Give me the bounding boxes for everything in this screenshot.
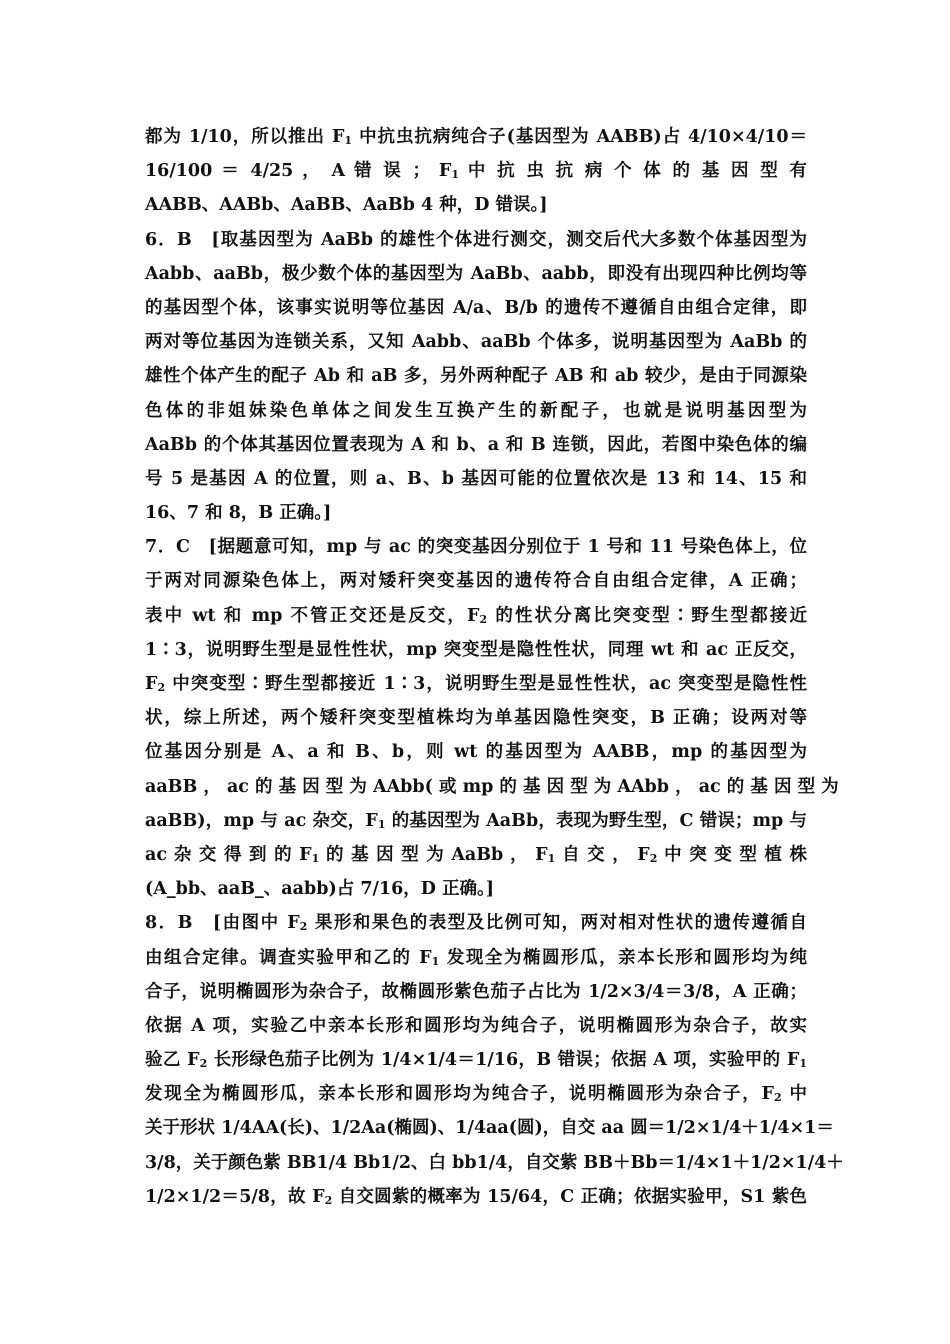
- text-line: 7．C [据题意可知，mp 与 ac 的突变基因分别位于 1 号和 11 号染色体上，位: [145, 537, 807, 558]
- text-line: 8．B [由图中 $F_2$ 果形和果色的表型及比例可知，两对相对性状的遗传遵循自: [145, 913, 808, 934]
- text-line: ac 杂 交 得 到 的 $F_1$ 的 基 因 型 为 AaBb ， $F_1$ 自 交 ， $F_2$ 中 突 变 型 植 株: [145, 844, 807, 865]
- text-line: aaBB)，mp 与 ac 杂交，$F_1$ 的基因型为 AaBb，表现为野生型，C 错误；mp 与: [145, 810, 807, 831]
- text-line: 16、7 和 8，B 正确。]: [145, 503, 332, 524]
- text-line: 合子，说明椭圆形为杂合子，故椭圆形紫色茄子占比为 1/2×3/4＝3/8，A 正确；: [145, 981, 807, 1002]
- text-line: 号 5 是基因 A 的位置，则 a、B、b 基因可能的位置依次是 13 和 14、15 和: [145, 468, 807, 489]
- text-line: 1∶3，说明野生型是显性性状，mp 突变型是隐性性状，同理 wt 和 ac 正反交，: [145, 639, 807, 660]
- text-line: 于两对同源染色体上，两对矮秆突变基因的遗传符合自由组合定律，A 正确；: [145, 571, 807, 592]
- text-line: 都为 1/10，所以推出 $F_1$ 中抗虫抗病纯合子(基因型为 AABB)占 4/10×4/10＝: [145, 127, 807, 147]
- text-line: aaBB ， ac 的 基 因 型 为 AAbb( 或 mp 的 基 因 型 为 AAbb ， ac 的 基 因 型 为: [145, 776, 839, 797]
- text-line: 位基因分别是 A、a 和 B、b，则 wt 的基因型为 AABB，mp 的基因型为: [145, 742, 807, 763]
- text-line: 的基因型个体，该事实说明等位基因 A/a、B/b 的遗传不遵循自由组合定律，即: [145, 297, 807, 318]
- text-line: 发现全为椭圆形瓜，亲本长形和圆形均为纯合子，说明椭圆形为杂合子，$F_2$ 中: [145, 1084, 808, 1105]
- text-line: AaBb 的个体其基因位置表现为 A 和 b、a 和 B 连锁，因此，若图中染色体的编: [145, 434, 807, 455]
- text-line: 16/100 ＝ 4/25 ， A 错 误 ； $F_1$ 中 抗 虫 抗 病 个 体 的 基 因 型 有: [145, 161, 807, 182]
- text-line: 6．B [取基因型为 AaBb 的雄性个体进行测交，测交后代大多数个体基因型为: [145, 229, 807, 250]
- text-line: (A_bb、aaB_、aabb)占 7/16，D 正确。]: [145, 879, 495, 900]
- text-line: 雄性个体产生的配子 Ab 和 aB 多，另外两种配子 AB 和 ab 较少，是由于同源染: [145, 366, 807, 387]
- text-line: $F_2$ 中突变型∶野生型都接近 1∶3，说明野生型是显性性状，ac 突变型是隐性性: [145, 674, 807, 694]
- text-line: Aabb、aaBb，极少数个体的基因型为 AaBb、aabb，即没有出现四种比例均等: [145, 263, 807, 284]
- text-line: 由组合定律。调查实验甲和乙的 $F_1$ 发现全为椭圆形瓜，亲本长形和圆形均为纯: [145, 947, 807, 968]
- text-line: 关于形状 1/4AA(长)、1/2Aa(椭圆)、1/4aa(圆)，自交 aa 圆＝1/2×1/4＋1/4×1＝: [145, 1118, 834, 1139]
- text-line: 1/2×1/2＝5/8，故 $F_2$ 自交圆紫的概率为 15/64，C 正确；依据实验甲，S1 紫色: [145, 1186, 807, 1207]
- text-line: 3/8，关于颜色紫 BB1/4 Bb1/2、白 bb1/4，自交紫 BB＋Bb＝1/4×1＋1/2×1/4＋: [145, 1152, 844, 1173]
- text-line: AABB、AABb、AaBB、AaBb 4 种，D 错误。]: [145, 195, 548, 216]
- text-line: 两对等位基因为连锁关系，又知 Aabb、aaBb 个体多，说明基因型为 AaBb 的: [145, 332, 807, 353]
- text-line: 验乙 $F_2$ 长形绿色茄子比例为 1/4×1/4＝1/16，B 错误；依据 A 项，实验甲的 $F_1$: [145, 1050, 807, 1071]
- answer-document: [145, 120, 844, 1214]
- text-line: 状，综上所述，两个矮秆突变型植株均为单基因隐性突变，B 正确；设两对等: [145, 708, 807, 729]
- text-line: 表中 wt 和 mp 不管正交还是反交，$F_2$ 的性状分离比突变型∶野生型都接近: [145, 605, 807, 626]
- text-line: 色体的非姐妹染色单体之间发生互换产生的新配子，也就是说明基因型为: [145, 400, 807, 421]
- text-line: 依据 A 项，实验乙中亲本长形和圆形均为纯合子，说明椭圆形为杂合子，故实: [145, 1015, 807, 1036]
